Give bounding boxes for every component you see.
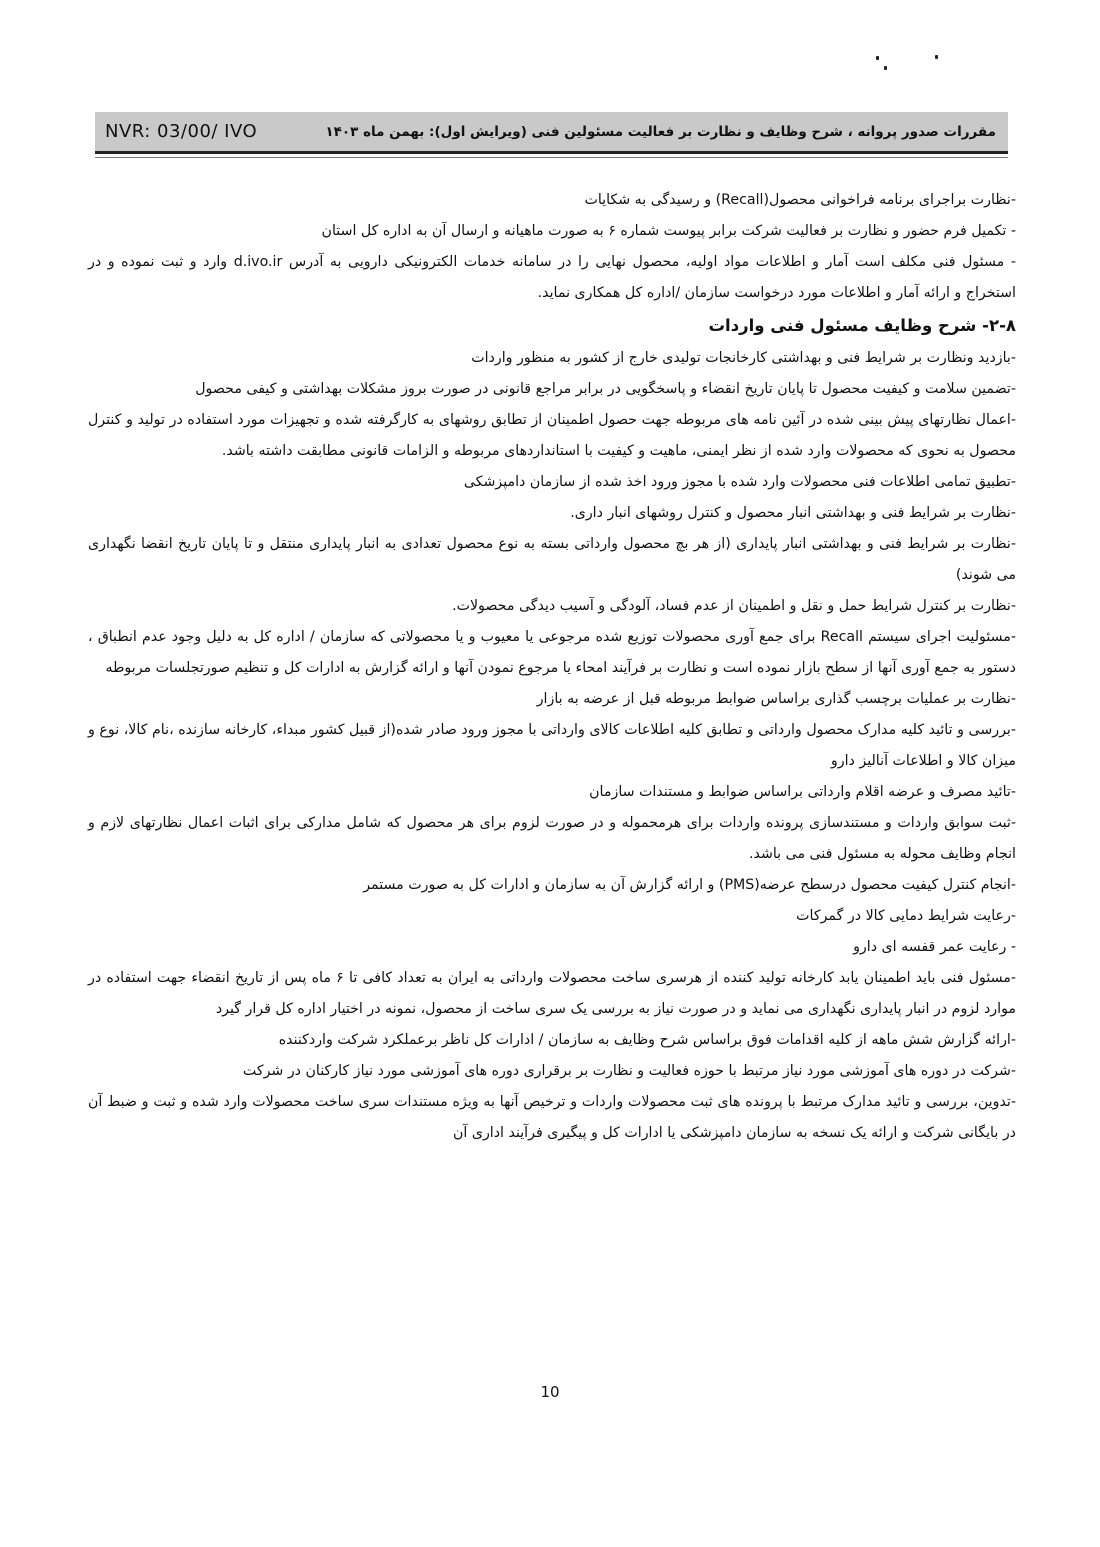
list-item: -ثبت سوابق واردات و مستندسازی پرونده واردات برای هرمحموله و در صورت لزوم برای هر محصول که شامل مدارکی برای اثبات اعمال نظارتهای لازم و انجام وظایف محوله به مسئول فنی می باشد. [88,815,1016,862]
list-item: -مسئول فنی باید اطمینان یابد کارخانه تولید کننده از هرسری ساخت محصولات وارداتی به ایران به تعداد کافی تا ۶ ماه پس از تاریخ انقضاء جهت استفاده در موارد لزوم در انبار پایداری نگهداری می نماید و در صورت نیاز به بررسی یک سری ساخت از محصول، نمونه در اختیار اداره کل قرار گیرد [88,970,1016,1017]
list-item: -مسئولیت اجرای سیستم Recall برای جمع آوری محصولات توزیع شده مرجوعی یا معیوب و یا محصولاتی که سازمان / اداره کل به دلیل وجود عدم انطباق ، دستور به جمع آوری آنها از سطح بازار نموده است و نظارت بر فرآیند امحاء یا مرجوع نمودن آنها و ارائه گزارش به ادارات کل و تنظیم صورتجلسات مربوطه [88,629,1016,676]
page-header [95,112,1008,154]
document-code: NVR: 03/00/ IVO [105,121,258,142]
paragraph: - تکمیل فرم حضور و نظارت بر فعالیت شرکت برابر پیوست شماره ۶ به صورت ماهیانه و ارسال آن به اداره کل استان [321,223,1016,239]
paragraph: - مسئول فنی مکلف است آمار و اطلاعات مواد اولیه، محصول نهایی را در سامانه خدمات الکترونیکی دارویی به آدرس d.ivo.ir وارد و ثبت نموده و در استخراج و ارائه آمار و اطلاعات مورد درخواست سازمان /اداره کل همکاری نماید. [88,254,1016,301]
list-item: -ارائه گزارش شش ماهه از کلیه اقدامات فوق براساس شرح وظایف به سازمان / ادارات کل ناظر برعملکرد شرکت واردکننده [278,1032,1016,1048]
document-body [88,185,1016,1149]
list-item: -تضمین سلامت و کیفیت محصول تا پایان تاریخ انقضاء و پاسخگویی در برابر مراجع قانونی در صورت بروز مشکلات بهداشتی و کیفی محصول [195,381,1016,397]
scan-mark [935,55,938,59]
list-item: -اعمال نظارتهای پیش بینی شده در آئین نامه های مربوطه جهت حصول اطمینان از تطابق روشهای به کارگرفته شده و تجهیزات مورد استفاده در تولید و کنترل محصول به نحوی که محصولات وارد شده از نظر ایمنی، ماهیت و کیفیت با استانداردهای مربوطه و الزامات قانونی مطابقت داشته باشد. [88,412,1016,459]
document-title: مقررات صدور پروانه ، شرح وظایف و نظارت بر فعالیت مسئولین فنی (ویرایش اول): بهمن ماه ۱۴۰۳ [325,123,996,140]
list-item: -نظارت بر عملیات برچسب گذاری براساس ضوابط مربوطه قبل از عرضه به بازار [536,691,1016,707]
scan-mark [884,66,887,70]
list-item: -تطبیق تمامی اطلاعات فنی محصولات وارد شده با مجوز ورود اخذ شده از سازمان دامپزشکی [463,474,1016,490]
list-item: -بازدید ونظارت بر شرایط فنی و بهداشتی کارخانجات تولیدی خارج از کشور به منظور واردات [471,350,1016,366]
list-item: -شرکت در دوره های آموزشی مورد نیاز مرتبط با حوزه فعالیت و نظارت بر برقراری دوره های آموزشی مورد نیاز کارکنان در شرکت [242,1063,1016,1079]
section-heading: ۲-۸- شرح وظایف مسئول فنی واردات [708,316,1016,335]
scan-mark [876,56,879,60]
header-divider [95,157,1008,158]
list-item: - رعایت عمر قفسه ای دارو [853,939,1016,955]
list-item: -تدوین، بررسی و تائید مدارک مرتبط با پرونده های ثبت محصولات واردات و ترخیص آنها به ویژه مستندات سری ساخت محصولات وارد شده و ثبت و ضبط آن در بایگانی شرکت و ارائه یک نسخه به سازمان دامپزشکی یا ادارات کل و پیگیری فرآیند اداری آن [88,1094,1016,1141]
page-number: 10 [540,1383,560,1401]
list-item: -رعایت شرایط دمایی کالا در گمرکات [796,908,1016,924]
list-item: -انجام کنترل کیفیت محصول درسطح عرضه(PMS) و ارائه گزارش آن به سازمان و ادارات کل به صورت مستمر [363,877,1016,893]
list-item: -نظارت بر کنترل شرایط حمل و نقل و اطمینان از عدم فساد، آلودگی و آسیب دیدگی محصولات. [452,598,1016,614]
list-item: -تائید مصرف و عرضه اقلام وارداتی براساس ضوابط و مستندات سازمان [589,784,1016,800]
paragraph: -نظارت براجرای برنامه فراخوانی محصول(Recall) و رسیدگی به شکایات [584,192,1016,208]
list-item: -بررسی و تائید کلیه مدارک محصول وارداتی و تطابق کلیه اطلاعات کالای وارداتی با مجوز ورود صادر شده(از قبیل کشور مبداء، کارخانه سازنده ،نام کالا، نوع و میزان کالا و اطلاعات آنالیز دارو [88,722,1016,769]
list-item: -نظارت بر شرایط فنی و بهداشتی انبار محصول و کنترل روشهای انبار داری. [570,505,1016,521]
list-item: -نظارت بر شرایط فنی و بهداشتی انبار پایداری (از هر بچ محصول وارداتی بسته به نوع محصول تعدادی به انبار پایداری منتقل و تا پایان تاریخ انقضا نگهداری می شوند) [88,536,1016,583]
